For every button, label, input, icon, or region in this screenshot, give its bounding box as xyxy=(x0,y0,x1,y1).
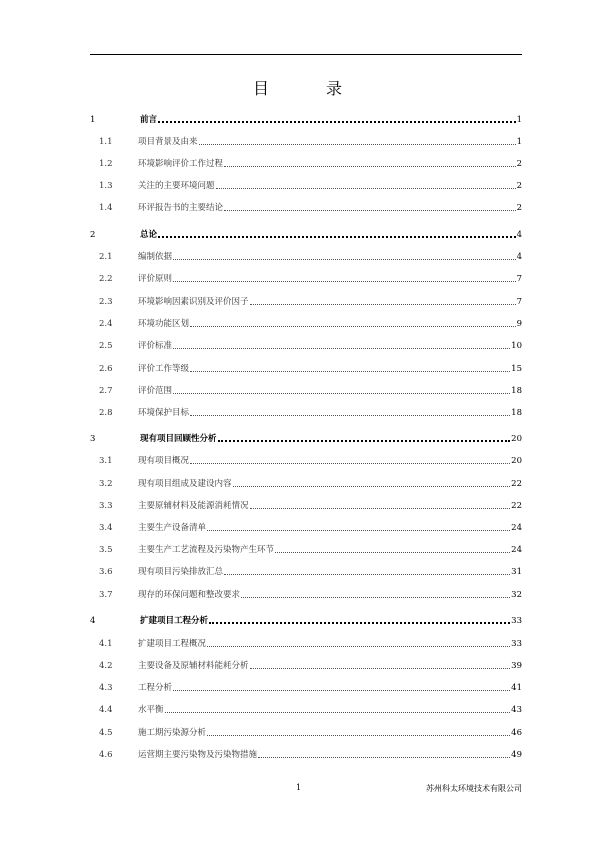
toc-section-entry[interactable] xyxy=(90,746,522,760)
toc-entry-title: 现有项目回顾性分析 xyxy=(140,434,217,444)
toc-entry-page: 15 xyxy=(511,364,522,374)
toc-entry-title: 主要设备及原辅材料能耗分析 xyxy=(138,661,249,671)
toc-chapter-entry[interactable] xyxy=(90,111,522,125)
toc-entry-page: 49 xyxy=(511,750,522,760)
toc-entry-title: 现存的环保问题和整改要求 xyxy=(138,590,241,600)
toc-entry-title: 评价范围 xyxy=(138,386,173,396)
toc-entry-number: 3.6 xyxy=(99,567,113,577)
toc-entry-page: 31 xyxy=(511,567,522,577)
toc-dot-leader xyxy=(224,210,516,211)
toc-entry-page: 2 xyxy=(516,203,522,213)
toc-entry-number: 3 xyxy=(90,434,96,444)
toc-entry-number: 2.8 xyxy=(99,408,113,418)
toc-entry-title: 运营期主要污染物及污染物措施 xyxy=(138,750,258,760)
toc-entry-title: 主要原辅材料及能源消耗情况 xyxy=(138,501,249,511)
toc-entry-title: 扩建项目工程分析 xyxy=(140,616,209,626)
toc-entry-page: 33 xyxy=(511,639,522,649)
toc-entry-title: 主要生产工艺流程及污染物产生环节 xyxy=(138,545,275,555)
toc-dot-leader xyxy=(173,281,516,282)
page-title: 目 录 xyxy=(252,79,369,98)
toc-entry-title: 环境影响评价工作过程 xyxy=(138,159,224,169)
toc-section-entry[interactable] xyxy=(90,724,522,738)
toc-entry-page: 9 xyxy=(516,319,522,329)
toc-entry-page: 24 xyxy=(511,545,522,555)
toc-section-entry[interactable] xyxy=(90,586,522,600)
toc-entry-page: 4 xyxy=(516,230,522,240)
toc-section-entry[interactable] xyxy=(90,497,522,511)
toc-entry-page: 33 xyxy=(511,616,522,626)
toc-entry-number: 3.1 xyxy=(99,456,113,466)
toc-dot-leader xyxy=(158,236,516,238)
toc-entry-title: 关注的主要环境问题 xyxy=(138,181,215,191)
toc-section-entry[interactable] xyxy=(90,177,522,191)
toc-entry-number: 4.5 xyxy=(99,728,113,738)
toc-entry-number: 2.7 xyxy=(99,386,113,396)
toc-dot-leader xyxy=(190,463,510,464)
toc-entry-title: 环评报告书的主要结论 xyxy=(138,203,224,213)
toc-section-entry[interactable] xyxy=(90,199,522,213)
toc-entry-page: 2 xyxy=(516,159,522,169)
toc-entry-title: 主要生产设备清单 xyxy=(138,523,207,533)
toc-entry-number: 4 xyxy=(90,616,96,626)
toc-entry-title: 评价标准 xyxy=(138,341,173,351)
toc-dot-leader xyxy=(241,597,510,598)
toc-entry-number: 4.3 xyxy=(99,683,113,693)
toc-dot-leader xyxy=(218,440,511,442)
toc-section-entry[interactable] xyxy=(90,475,522,489)
toc-entry-title: 环境保护目标 xyxy=(138,408,190,418)
toc-dot-leader xyxy=(190,326,516,327)
toc-entry-number: 1.4 xyxy=(99,203,113,213)
toc-entry-title: 扩建项目工程概况 xyxy=(138,639,207,649)
toc-section-entry[interactable] xyxy=(90,382,522,396)
toc-dot-leader xyxy=(165,712,511,713)
toc-entry-page: 18 xyxy=(511,386,522,396)
toc-entry-page: 39 xyxy=(511,661,522,671)
toc-section-entry[interactable] xyxy=(90,563,522,577)
toc-entry-page: 20 xyxy=(511,434,522,444)
toc-section-entry[interactable] xyxy=(90,452,522,466)
toc-entry-title: 施工期污染源分析 xyxy=(138,728,207,738)
toc-section-entry[interactable] xyxy=(90,635,522,649)
toc-dot-leader xyxy=(250,304,516,305)
toc-section-entry[interactable] xyxy=(90,701,522,715)
footer-page-number: 1 xyxy=(296,783,302,792)
toc-entry-number: 2.1 xyxy=(99,252,113,262)
toc-dot-leader xyxy=(207,735,510,736)
toc-entry-page: 2 xyxy=(516,181,522,191)
toc-entry-title: 评价原则 xyxy=(138,274,173,284)
toc-section-entry[interactable] xyxy=(90,404,522,418)
footer-company: 苏州科太环境技术有限公司 xyxy=(426,784,522,793)
toc-dot-leader xyxy=(207,646,510,647)
toc-entry-number: 2 xyxy=(90,230,96,240)
toc-entry-page: 10 xyxy=(511,341,522,351)
toc-entry-number: 2.4 xyxy=(99,319,113,329)
toc-entry-page: 18 xyxy=(511,408,522,418)
toc-entry-number: 3.5 xyxy=(99,545,113,555)
toc-entry-page: 24 xyxy=(511,523,522,533)
toc-entry-page: 4 xyxy=(516,252,522,262)
toc-entry-number: 3.2 xyxy=(99,479,113,489)
toc-dot-leader xyxy=(258,757,510,758)
toc-entry-page: 22 xyxy=(511,479,522,489)
toc-chapter-entry[interactable] xyxy=(90,226,522,240)
toc-entry-number: 2.6 xyxy=(99,364,113,374)
toc-entry-page: 22 xyxy=(511,501,522,511)
toc-entry-page: 7 xyxy=(516,274,522,284)
header-rule xyxy=(90,54,522,55)
toc-entry-title: 现有项目污染排放汇总 xyxy=(138,567,224,577)
toc-dot-leader xyxy=(207,530,510,531)
toc-dot-leader xyxy=(190,415,510,416)
toc-entry-page: 43 xyxy=(511,705,522,715)
toc-dot-leader xyxy=(190,371,510,372)
toc-chapter-entry[interactable] xyxy=(90,612,522,626)
toc-entry-title: 现有项目组成及建设内容 xyxy=(138,479,232,489)
toc-entry-number: 4.6 xyxy=(99,750,113,760)
toc-dot-leader xyxy=(173,690,510,691)
toc-dot-leader xyxy=(250,508,511,509)
toc-section-entry[interactable] xyxy=(90,133,522,147)
toc-entry-title: 环境影响因素识别及评价因子 xyxy=(138,297,249,307)
toc-chapter-entry[interactable] xyxy=(90,430,522,444)
toc-entry-title: 现有项目概况 xyxy=(138,456,190,466)
toc-entry-number: 1.1 xyxy=(99,137,113,147)
toc-dot-leader xyxy=(275,552,510,553)
toc-entry-title: 总论 xyxy=(140,230,158,240)
toc-entry-number: 1 xyxy=(90,115,96,125)
toc-entry-title: 项目背景及由来 xyxy=(138,137,198,147)
toc-entry-title: 前言 xyxy=(140,115,158,125)
toc-section-entry[interactable] xyxy=(90,293,522,307)
toc-section-entry[interactable] xyxy=(90,519,522,533)
toc-section-entry[interactable] xyxy=(90,541,522,555)
toc-entry-number: 3.4 xyxy=(99,523,113,533)
toc-dot-leader xyxy=(250,668,511,669)
toc-section-entry[interactable] xyxy=(90,679,522,693)
toc-section-entry[interactable] xyxy=(90,155,522,169)
toc-dot-leader xyxy=(173,348,510,349)
toc-entry-page: 1 xyxy=(516,115,522,125)
toc-dot-leader xyxy=(199,144,516,145)
toc-entry-title: 编制依据 xyxy=(138,252,173,262)
toc-dot-leader xyxy=(224,166,516,167)
toc-dot-leader xyxy=(209,622,510,624)
toc-section-entry[interactable] xyxy=(90,248,522,262)
toc-entry-page: 20 xyxy=(511,456,522,466)
toc-entry-number: 1.2 xyxy=(99,159,113,169)
toc-entry-title: 环境功能区划 xyxy=(138,319,190,329)
toc-entry-number: 2.2 xyxy=(99,274,113,284)
toc-entry-title: 水平衡 xyxy=(138,705,164,715)
toc-entry-page: 32 xyxy=(511,590,522,600)
toc-dot-leader xyxy=(158,121,516,123)
toc-section-entry[interactable] xyxy=(90,337,522,351)
toc-section-entry[interactable] xyxy=(90,270,522,284)
toc-section-entry[interactable] xyxy=(90,315,522,329)
toc-entry-title: 工程分析 xyxy=(138,683,173,693)
toc-section-entry[interactable] xyxy=(90,360,522,374)
toc-dot-leader xyxy=(233,486,511,487)
toc-dot-leader xyxy=(173,259,516,260)
toc-dot-leader xyxy=(216,188,516,189)
toc-entry-page: 46 xyxy=(511,728,522,738)
toc-entry-title: 评价工作等级 xyxy=(138,364,190,374)
toc-entry-number: 3.7 xyxy=(99,590,113,600)
toc-entry-page: 41 xyxy=(511,683,522,693)
toc-entry-number: 4.4 xyxy=(99,705,113,715)
toc-dot-leader xyxy=(224,574,510,575)
toc-entry-number: 3.3 xyxy=(99,501,113,511)
toc-entry-number: 4.2 xyxy=(99,661,113,671)
toc-entry-number: 4.1 xyxy=(99,639,113,649)
toc-entry-page: 7 xyxy=(516,297,522,307)
toc-entry-number: 2.3 xyxy=(99,297,113,307)
toc-entry-number: 1.3 xyxy=(99,181,113,191)
toc-section-entry[interactable] xyxy=(90,657,522,671)
toc-entry-number: 2.5 xyxy=(99,341,113,351)
toc-entry-page: 1 xyxy=(516,137,522,147)
toc-dot-leader xyxy=(173,393,510,394)
